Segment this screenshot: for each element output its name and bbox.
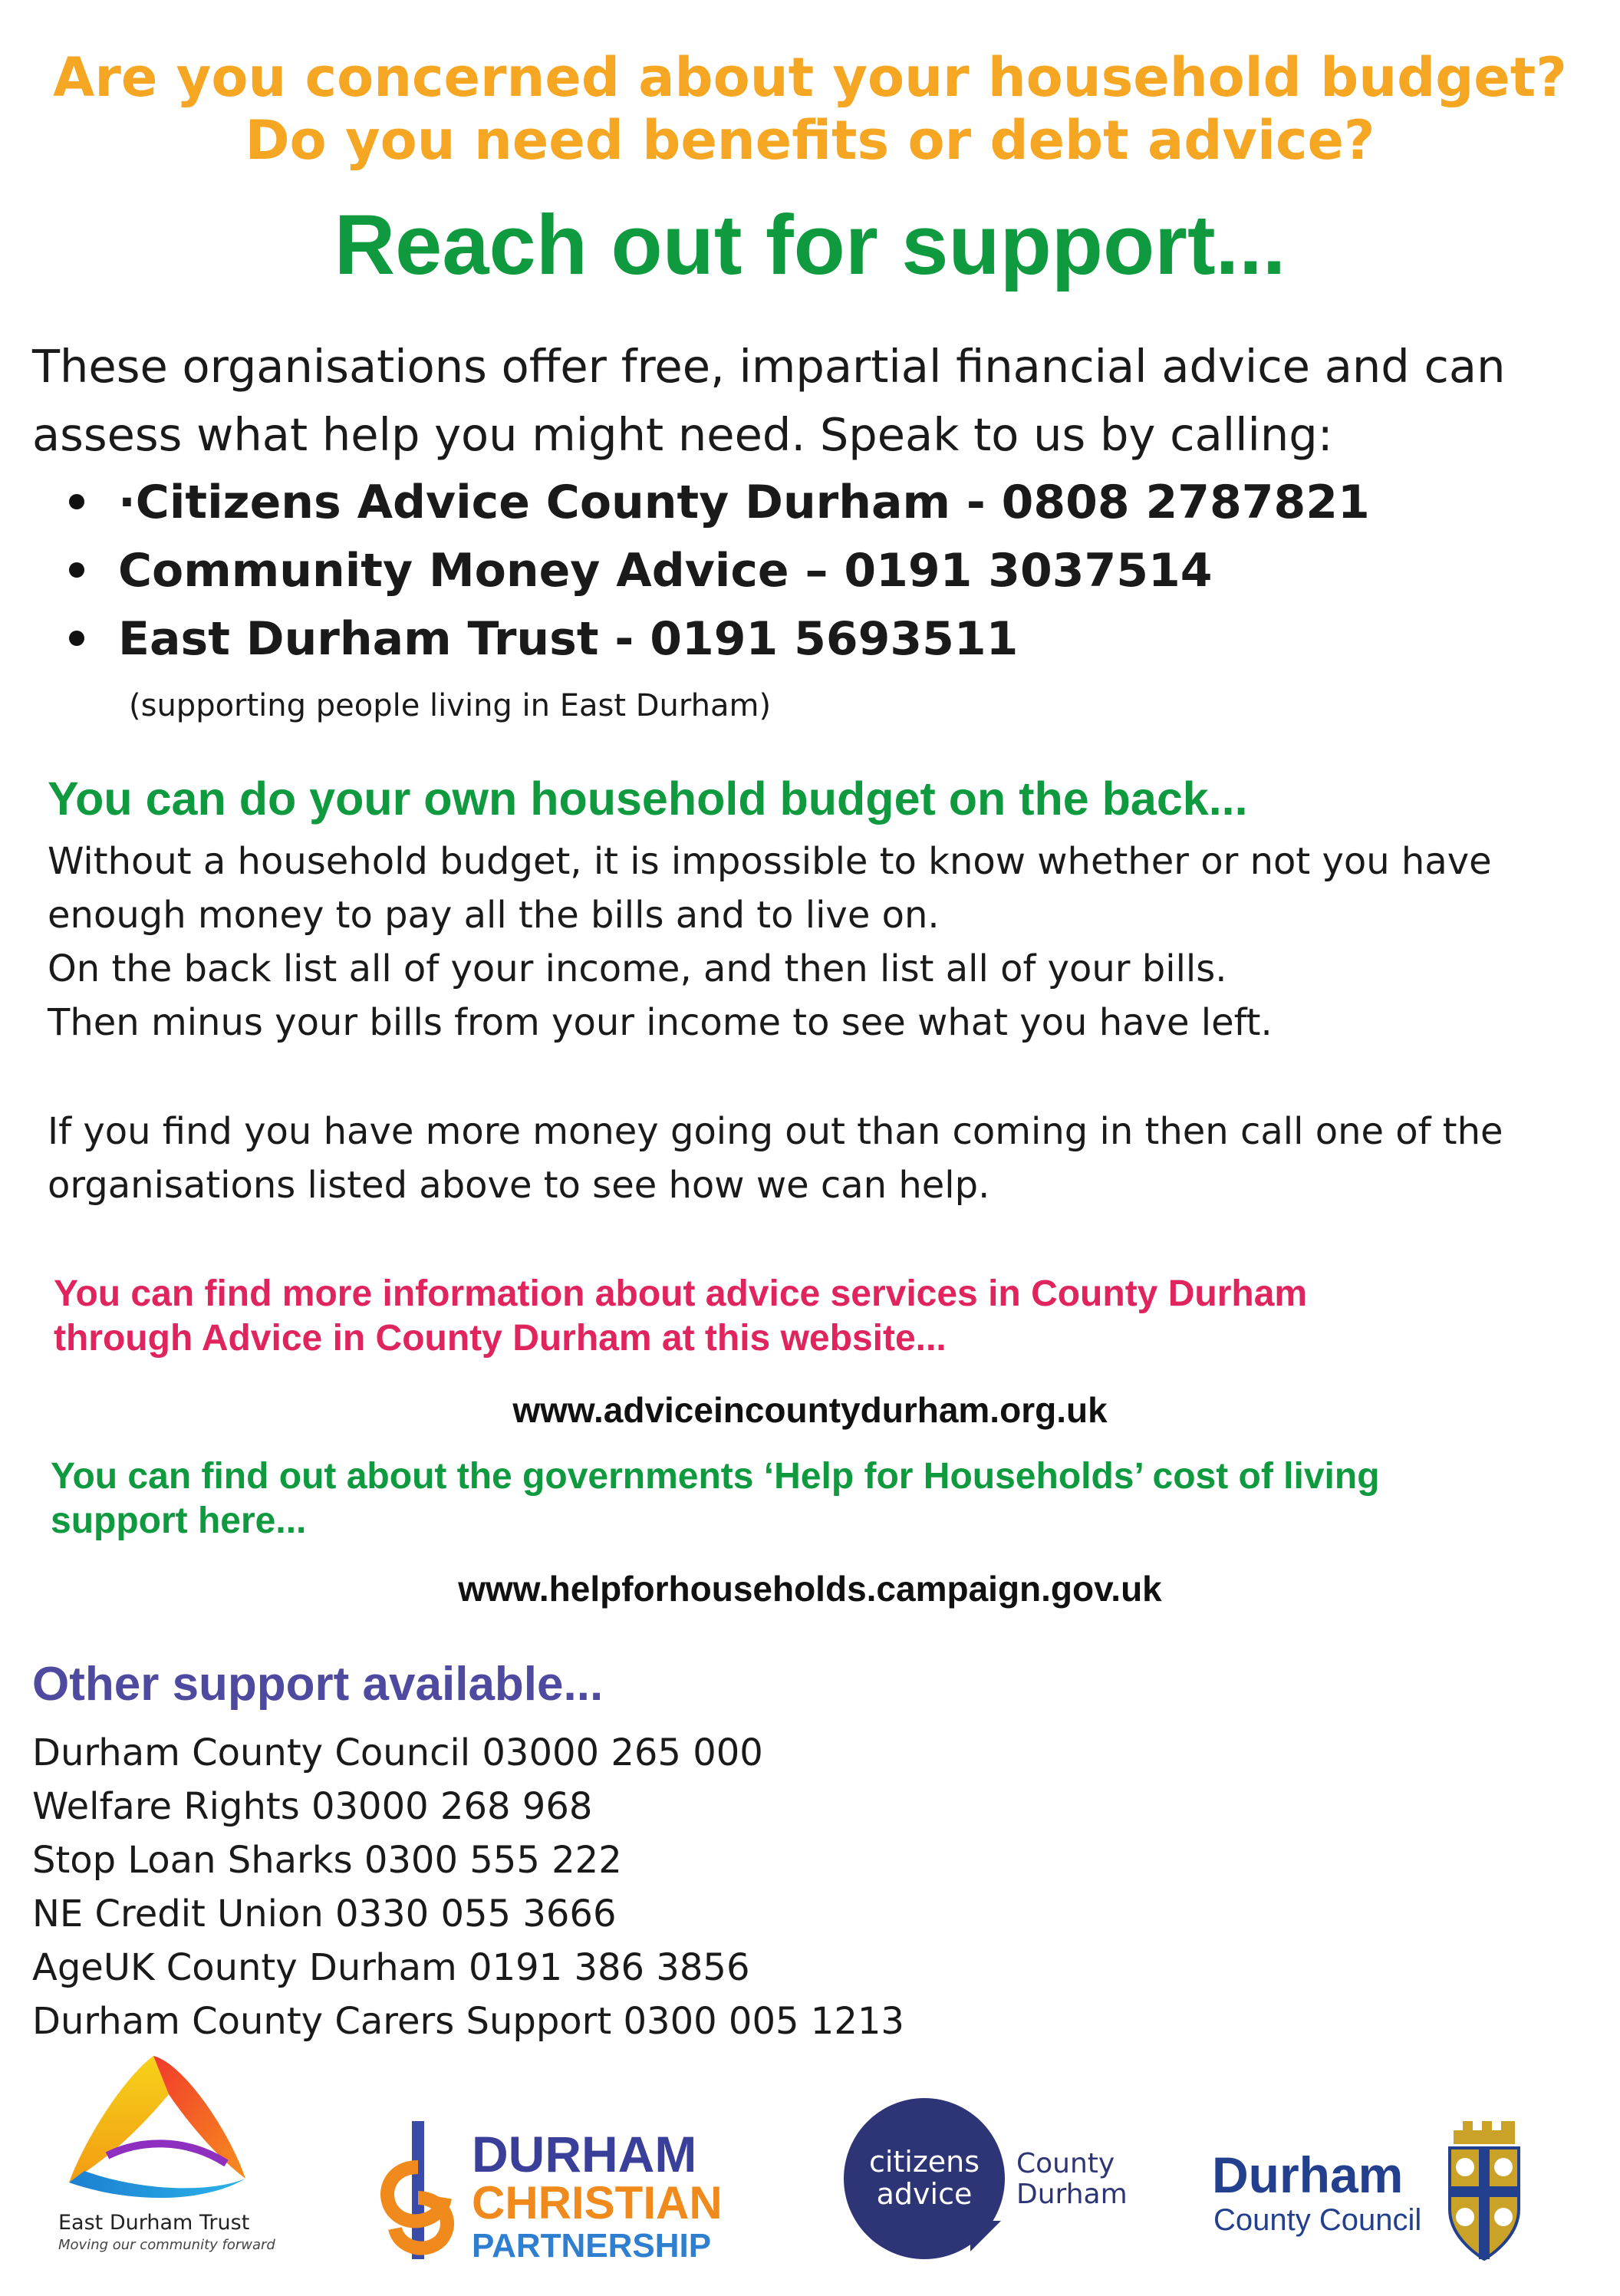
budget-text: Without a household budget, it is impossible to know whether or not you have enough money to pay all the bills and to live on. On the back list all of your income, and then list all of your bills. Then minus your bills from your income to see what you have left. bbox=[48, 840, 1492, 1044]
dcc-line-2: County Council bbox=[1213, 2203, 1422, 2237]
dcc-line-1: Durham bbox=[1212, 2146, 1404, 2203]
households-info: You can find out about the governments ‘Help for Households’ cost of living support here... bbox=[51, 1456, 1380, 1541]
ca-side-text: County Durham bbox=[1016, 2148, 1128, 2210]
phone-list bbox=[63, 469, 1559, 674]
triangle-logo-icon bbox=[54, 2048, 268, 2209]
other-support-heading: Other support available... bbox=[32, 1658, 604, 1711]
intro-line-1: These organisations offer free, impartial financial advice and can bbox=[32, 340, 1506, 393]
page-title: Reach out for support... bbox=[334, 198, 1286, 292]
list-item: East Durham Trust - 0191 5693511 bbox=[63, 605, 1559, 674]
list-item: Durham County Carers Support 0300 005 1213 bbox=[32, 2000, 904, 2043]
cross-dove-icon bbox=[372, 2113, 464, 2267]
durham-christian-partnership-logo bbox=[372, 2113, 740, 2267]
bullet-icon bbox=[69, 562, 84, 578]
budget-help-text: If you find you have more money going out than coming in then call one of the organisations listed above to see how we can help. bbox=[48, 1110, 1503, 1207]
list-item: Stop Loan Sharks 0300 555 222 bbox=[32, 1839, 622, 1882]
budget-heading: You can do your own household budget on the back... bbox=[48, 772, 1248, 825]
question-line-2: Do you need benefits or debt advice? bbox=[245, 109, 1375, 172]
bullet-icon bbox=[69, 631, 84, 646]
durham-county-council-logo bbox=[1212, 2117, 1534, 2271]
ca-bubble-text: citizens advice bbox=[868, 2145, 980, 2211]
list-item: Durham County Council 03000 265 000 bbox=[32, 1731, 763, 1774]
list-item: Welfare Rights 03000 268 968 bbox=[32, 1785, 593, 1828]
households-website-link[interactable]: www.helpforhouseholds.campaign.gov.uk bbox=[458, 1569, 1162, 1609]
dcp-line-3: PARTNERSHIP bbox=[472, 2227, 712, 2265]
east-durham-note: (supporting people living in East Durham) bbox=[129, 688, 772, 723]
question-line-1: Are you concerned about your household budget? bbox=[53, 46, 1567, 109]
list-item: Community Money Advice – 0191 3037514 bbox=[63, 537, 1559, 605]
east-durham-trust-logo bbox=[54, 2048, 268, 2209]
advice-info: You can find more information about advice services in County Durham through Advice in County Durham at this website... bbox=[54, 1273, 1308, 1359]
list-item: NE Credit Union 0330 055 3666 bbox=[32, 1892, 617, 1935]
speech-tail-icon bbox=[970, 2221, 1001, 2252]
list-item: ·Citizens Advice County Durham - 0808 2787821 bbox=[63, 469, 1559, 537]
dcp-line-2: CHRISTIAN bbox=[472, 2177, 723, 2228]
crest-icon bbox=[1442, 2117, 1526, 2263]
list-item: AgeUK County Durham 0191 386 3856 bbox=[32, 1946, 750, 1989]
intro-line-2: assess what help you might need. Speak to us by calling: bbox=[32, 408, 1333, 461]
east-durham-trust-tagline: Moving our community forward bbox=[58, 2237, 275, 2253]
citizens-advice-logo bbox=[844, 2098, 1135, 2267]
dcp-line-1: DURHAM bbox=[472, 2126, 697, 2182]
advice-website-link[interactable]: www.adviceincountydurham.org.uk bbox=[512, 1390, 1108, 1430]
other-support-list bbox=[32, 1726, 1106, 2048]
bullet-icon bbox=[69, 494, 84, 509]
east-durham-trust-name: East Durham Trust bbox=[58, 2211, 250, 2235]
